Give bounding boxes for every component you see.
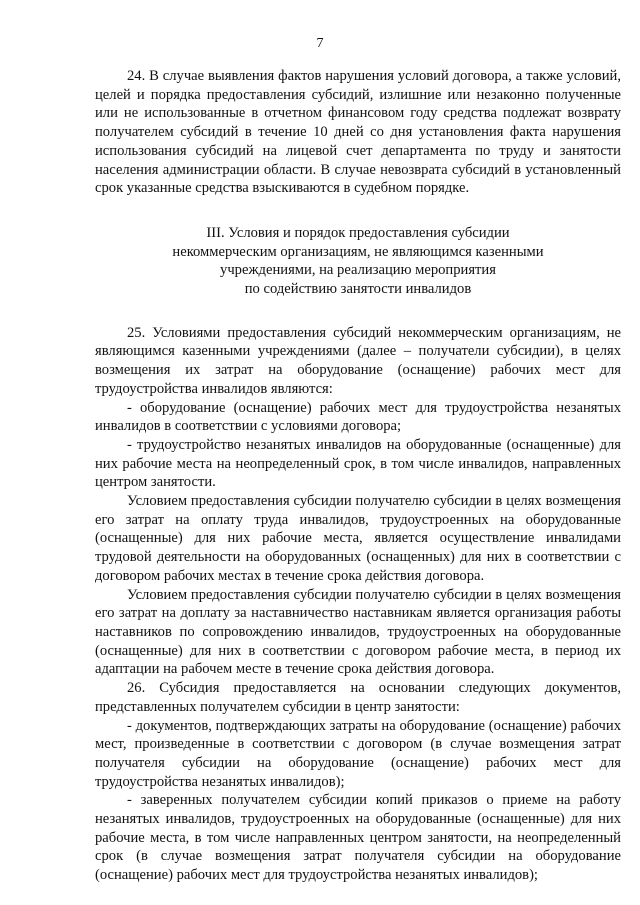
section-heading-line: по содействию занятости инвалидов: [244, 281, 472, 298]
list-item-expense-documents: - документов, подтверждающих затраты на оборудование (оснащение) рабочих мест, произведенные в соответствии с договором (в случае возмещения затрат получателя субсидии на оборудование (оснащение) рабочих мест для трудоустройства незанятых инвалидов);: [95, 717, 621, 790]
paragraph-25: 25. Условиями предоставления субсидий некоммерческим организациям, не являющимся казенными учреждениями (далее – получатели субсидии), в целях возмещения их затрат на оборудование (оснащение) рабочих мест для трудоустройства инвалидов являются:: [95, 324, 621, 397]
paragraph-condition-wages: Условием предоставления субсидии получателю субсидии в целях возмещения его затрат на оплату труда инвалидов, трудоустроенных на оборудованные (оснащенные) для них рабочие места, является осуществление инвалидами трудовой деятельности на оборудованных (оснащенных) для них в соответствии с договором рабочих местах в течение срока действия договора.: [95, 493, 621, 584]
section-heading-line: III. Условия и порядок предоставления субсидии: [206, 224, 510, 241]
list-item-equipment: - оборудование (оснащение) рабочих мест для трудоустройства незанятых инвалидов в соответствии с условиями договора;: [95, 399, 621, 435]
paragraph-24: 24. В случае выявления фактов нарушения условий договора, а также условий, целей и порядка предоставления субсидий, излишние или незаконно полученные или не использованные в отчетном финансовом году средства подлежат возврату получателем субсидий в течение 10 дней со дня установления факта нарушения использования субсидий на лицевой счет департамента по труду и занятости населения администрации области. В случае невозврата субсидий в установленный срок указанные средства взыскиваются в судебном порядке.: [95, 68, 621, 197]
section-heading: [95, 224, 621, 299]
paragraph-26: 26. Субсидия предоставляется на основании следующих документов, представленных получателем субсидии в центр занятости:: [95, 680, 621, 715]
section-heading-line: некоммерческим организациям, не являющимся казенными: [172, 243, 544, 260]
list-item-employment: - трудоустройство незанятых инвалидов на оборудованные (оснащенные) для них рабочие места на неопределенный срок, в том числе инвалидов, направленных центром занятости.: [95, 436, 621, 491]
page-number: 7: [316, 36, 324, 51]
list-item-hiring-orders: - заверенных получателем субсидии копий приказов о приеме на работу незанятых инвалидов, трудоустроенных на оборудованные (оснащенные) для них рабочие места, в том числе направленных центром занятости, на неопределенный срок (в случае возмещения затрат получателя субсидии на оборудование (оснащение) рабочих мест для трудоустройства незанятых инвалидов);: [95, 792, 621, 884]
paragraph-condition-mentoring: Условием предоставления субсидии получателю субсидии в целях возмещения его затрат на доплату за наставничество наставникам является организация работы наставников по сопровождению инвалидов, трудоустроенных на оборудованные (оснащенные) для них в соответствии с договором рабочие места, в период их адаптации на рабочем месте в течение срока действия договора.: [95, 586, 621, 678]
section-heading-line: учреждениями, на реализацию мероприятия: [220, 262, 496, 279]
document-body: [95, 67, 621, 885]
